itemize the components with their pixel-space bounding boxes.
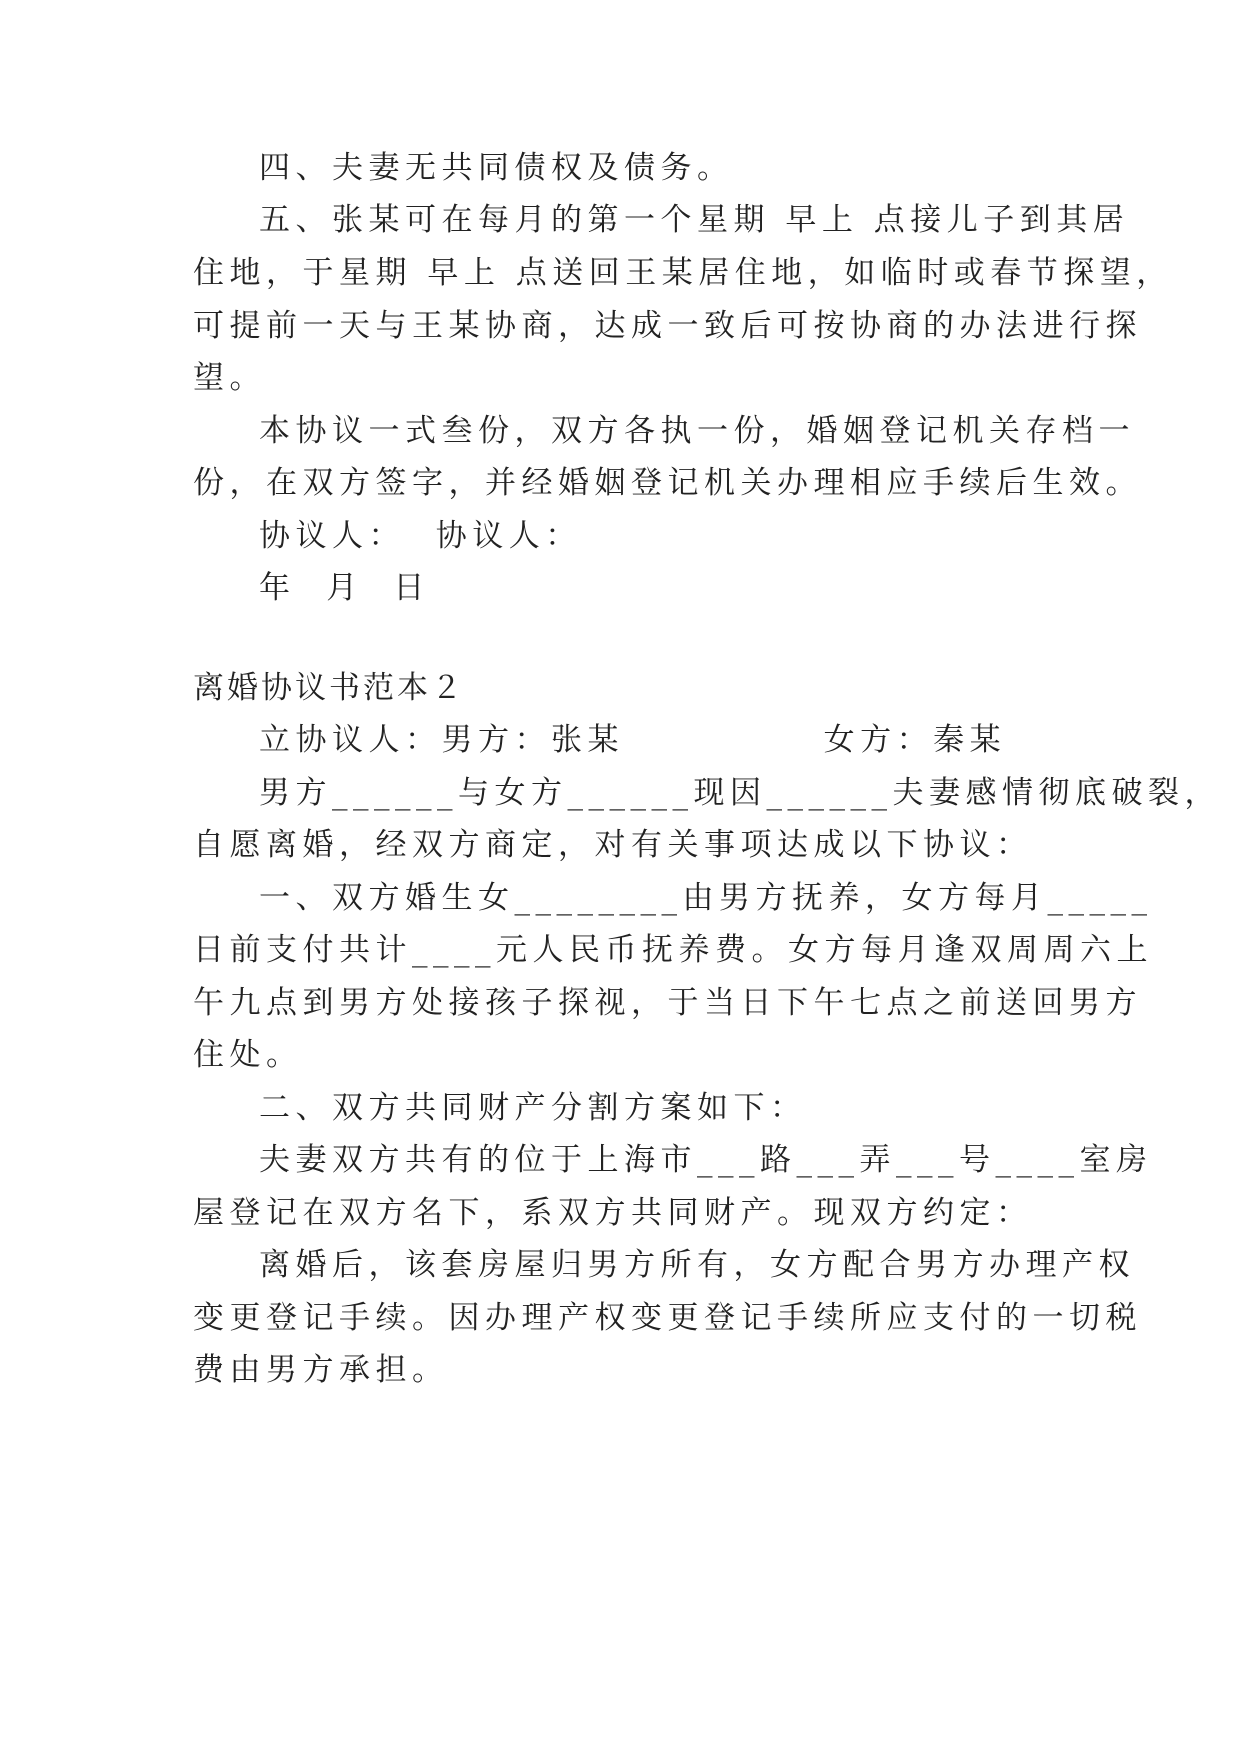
parties-line: 立协议人：男方：张某 女方：秦某 (259, 722, 1007, 758)
clause-five-line-4: 望。 (193, 360, 266, 396)
after-divorce-line-1: 离婚后，该套房屋归男方所有，女方配合男方办理产权 (259, 1247, 1135, 1283)
after-divorce-line-3: 费由男方承担。 (193, 1352, 449, 1388)
clause-five-line-1: 五、张某可在每月的第一个星期 早上 点接儿子到其居 (259, 202, 1130, 238)
signatories-line: 协议人： 协议人： (259, 518, 582, 554)
clause-one-line-4: 住处。 (193, 1037, 303, 1073)
clause-five-line-3: 可提前一天与王某协商，达成一致后可按协商的办法进行探 (193, 308, 1142, 344)
preamble-line-1: 男方______与女方______现因______夫妻感情彻底破裂， (259, 775, 1221, 811)
clause-one-line-3: 午九点到男方处接孩子探视，于当日下午七点之前送回男方 (193, 985, 1142, 1021)
preamble-line-2: 自愿离婚，经双方商定，对有关事项达成以下协议： (193, 827, 1033, 863)
date-line: 年 月 日 (259, 570, 430, 606)
clause-one-line-2: 日前支付共计____元人民币抚养费。女方每月逢双周周六上 (193, 932, 1153, 968)
property-line-1: 夫妻双方共有的位于上海市___路___弄___号____室房 (259, 1142, 1153, 1178)
copies-clause-line-2: 份，在双方签字，并经婚姻登记机关办理相应手续后生效。 (193, 465, 1142, 501)
section-title: 离婚协议书范本２ (193, 670, 465, 706)
clause-five-line-2: 住地，于星期 早上 点送回王某居住地，如临时或春节探望， (193, 255, 1173, 291)
clause-one-line-1: 一、双方婚生女________由男方抚养，女方每月_____ (259, 880, 1153, 916)
clause-two-heading: 二、双方共同财产分割方案如下： (259, 1090, 807, 1126)
clause-four: 四、夫妻无共同债权及债务。 (259, 150, 734, 186)
after-divorce-line-2: 变更登记手续。因办理产权变更登记手续所应支付的一切税 (193, 1300, 1142, 1336)
property-line-2: 屋登记在双方名下，系双方共同财产。现双方约定： (193, 1195, 1033, 1231)
copies-clause-line-1: 本协议一式叁份，双方各执一份，婚姻登记机关存档一 (259, 413, 1135, 449)
